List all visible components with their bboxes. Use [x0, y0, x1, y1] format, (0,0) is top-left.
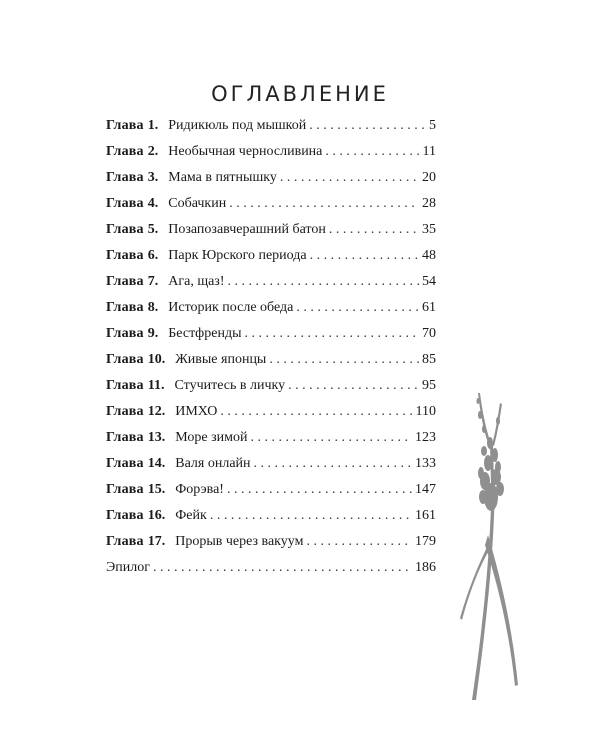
page-number: 161 [415, 508, 436, 523]
toc-entry [106, 456, 436, 482]
chapter-label: Глава [106, 508, 144, 523]
dot-leader [229, 196, 419, 212]
chapter-number: 7. [147, 274, 159, 289]
toc-entry [106, 144, 436, 170]
dot-leader [227, 482, 412, 498]
toc-entry [106, 300, 436, 326]
dot-leader [245, 326, 420, 342]
dot-leader [220, 404, 412, 420]
toc-entry [106, 352, 436, 378]
dot-leader [210, 508, 412, 524]
page-number: 70 [422, 326, 436, 341]
toc-entry [106, 248, 436, 274]
grass-illustration [440, 385, 530, 705]
chapter-number: 11. [147, 378, 165, 393]
page-number: 11 [422, 144, 436, 159]
toc-entry [106, 560, 436, 586]
chapter-label: Глава [106, 404, 144, 419]
chapter-label: Глава [106, 144, 144, 159]
page-number: 179 [415, 534, 436, 549]
toc-entry [106, 404, 436, 430]
chapter-label: Глава [106, 118, 144, 133]
chapter-number: 1. [147, 118, 159, 133]
toc-entry [106, 118, 436, 144]
dot-leader [329, 222, 419, 238]
chapter-label: Глава [106, 196, 144, 211]
toc-entry [106, 482, 436, 508]
chapter-label: Глава [106, 222, 144, 237]
chapter-title: Ага, щаз! [168, 274, 225, 289]
page-number: 110 [415, 404, 436, 419]
chapter-label: Глава [106, 352, 144, 367]
chapter-label: Глава [106, 300, 144, 315]
chapter-label: Глава [106, 378, 144, 393]
chapter-title: Собачкин [168, 196, 227, 211]
chapter-title: Необычная черносливина [168, 144, 323, 159]
chapter-number: 9. [147, 326, 159, 341]
dot-leader [309, 118, 426, 134]
page-number: 48 [422, 248, 436, 263]
chapter-title: Валя онлайн [175, 456, 251, 471]
chapter-label: Глава [106, 482, 144, 497]
toc-entry [106, 274, 436, 300]
chapter-title: Парк Юрского периода [168, 248, 307, 263]
page-number: 61 [422, 300, 436, 315]
chapter-number: 16. [147, 508, 166, 523]
chapter-title: Море зимой [175, 430, 248, 445]
dot-leader [306, 534, 412, 550]
chapter-title: Стучитесь в личку [174, 378, 286, 393]
toc-entry [106, 378, 436, 404]
toc-entry [106, 508, 436, 534]
dot-leader [310, 248, 419, 264]
chapter-label: Глава [106, 430, 144, 445]
page-number: 28 [422, 196, 436, 211]
chapter-number: 15. [147, 482, 166, 497]
chapter-number: 14. [147, 456, 166, 471]
dot-leader [269, 352, 419, 368]
chapter-number: 8. [147, 300, 159, 315]
chapter-number: 5. [147, 222, 159, 237]
chapter-number: 3. [147, 170, 159, 185]
page-number: 5 [429, 118, 436, 133]
dot-leader [254, 456, 412, 472]
dot-leader [280, 170, 419, 186]
dot-leader [288, 378, 419, 394]
chapter-label: Глава [106, 248, 144, 263]
chapter-title: Историк после обеда [168, 300, 294, 315]
chapter-number: 4. [147, 196, 159, 211]
dot-leader [228, 274, 419, 290]
chapter-title: Бестфренды [168, 326, 242, 341]
dot-leader [296, 300, 419, 316]
page-number: 20 [422, 170, 436, 185]
chapter-title: Позапозавчерашний батон [168, 222, 326, 237]
chapter-number: 12. [147, 404, 166, 419]
chapter-title: Мама в пятнышку [168, 170, 277, 185]
chapter-number: 10. [147, 352, 166, 367]
page-number: 147 [415, 482, 436, 497]
toc-entry [106, 534, 436, 560]
toc-entry [106, 430, 436, 456]
table-of-contents [106, 118, 436, 586]
page-number: 133 [415, 456, 436, 471]
chapter-label: Глава [106, 456, 144, 471]
dot-leader [153, 560, 412, 576]
chapter-title: Живые японцы [175, 352, 267, 367]
chapter-number: 6. [147, 248, 159, 263]
page-number: 35 [422, 222, 436, 237]
chapter-title: Ридикюль под мышкой [168, 118, 307, 133]
page-number: 123 [415, 430, 436, 445]
chapter-title: ИМХО [175, 404, 218, 419]
chapter-title: Форэва! [175, 482, 224, 497]
toc-entry [106, 222, 436, 248]
dot-leader [250, 430, 412, 446]
chapter-title: Прорыв через вакуум [175, 534, 304, 549]
page-number: 186 [415, 560, 436, 575]
chapter-label: Глава [106, 170, 144, 185]
dot-leader [325, 144, 419, 160]
chapter-number: 13. [147, 430, 166, 445]
page-number: 54 [422, 274, 436, 289]
page-number: 95 [422, 378, 436, 393]
toc-entry [106, 170, 436, 196]
chapter-number: 2. [147, 144, 159, 159]
page-title: ОГЛАВЛЕНИЕ [211, 82, 389, 106]
chapter-label: Глава [106, 274, 144, 289]
chapter-label: Глава [106, 534, 144, 549]
chapter-number: 17. [147, 534, 166, 549]
chapter-label: Глава [106, 326, 144, 341]
toc-entry [106, 196, 436, 222]
page-number: 85 [422, 352, 436, 367]
chapter-title: Эпилог [106, 560, 150, 575]
toc-entry [106, 326, 436, 352]
chapter-title: Фейк [175, 508, 207, 523]
